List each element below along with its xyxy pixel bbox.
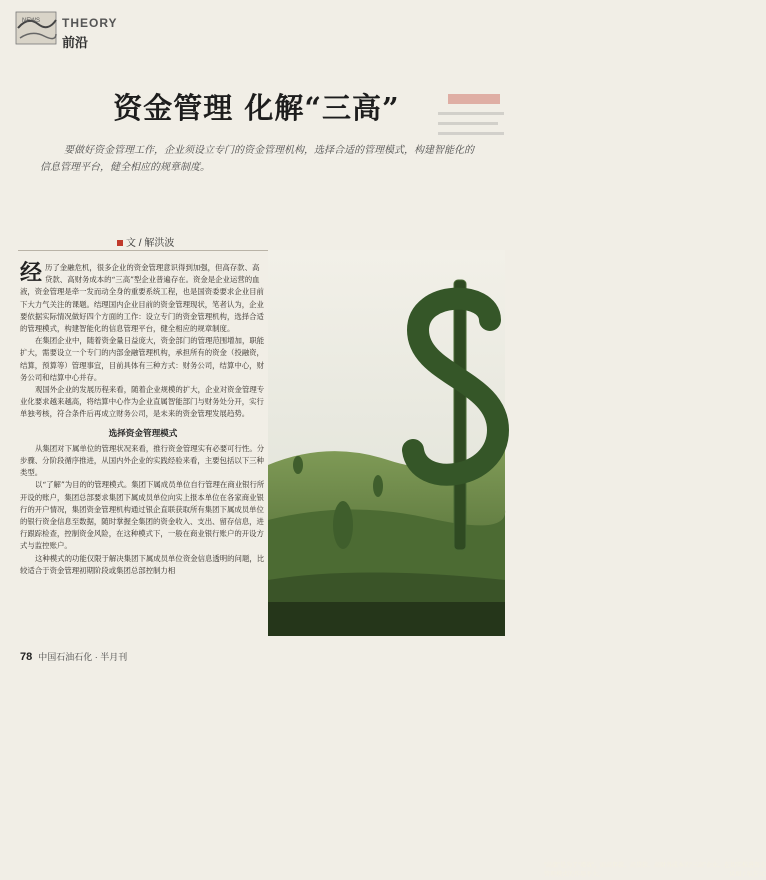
magazine-name: 中国石油石化 · 半月刊: [38, 652, 128, 662]
paragraph: 这种模式的功能仅限于解决集团下属成员单位资金信息透明的问题，比较适合于资金管理初期阶段或集团总部控制力相: [20, 553, 265, 575]
paragraph: 经历了金融危机，很多企业的资金管理意识得到加强，但高存款、高贷款、高财务成本的“三高”型企业普遍存在。资金是企业运营的血液，资金管理是牵一发而动全身的重要系统工程，也是国资委要求企业目前下大力气关注的课题。结理国内企业目前的资金管理现状，笔者认为，企业要依据实际情况做好四个方面的工作：设立专门的资金管理机构，选择合适的管理模式，构建智能化的信息管理平台，健全相应的规章制度。: [20, 260, 264, 334]
red-square-icon: [117, 240, 123, 246]
author: 文 / 解洪波: [126, 238, 175, 249]
section-label-en: THEORY: [62, 16, 118, 30]
drop-cap: 经: [20, 260, 43, 286]
section-heading: 选择资金管理模式: [108, 427, 178, 438]
section-label-cn: 前沿: [62, 36, 89, 51]
article-body: [20, 262, 266, 577]
money-tree-photo: [268, 250, 766, 878]
paragraph: 从集团对下属单位的管理状况来看，推行资金管理实有必要可行性。分步骤、分阶段循序推进，从国内外企业的实践经验来看，主要包括以下三种类型。: [20, 443, 265, 478]
paragraph: 以“了解”为目的的管理模式。集团下属成员单位自行管理在商业银行所开设的账户，集团总部要求集团下属成员单位向实上报本单位在各家商业银行的开户情况，集团资金管理机构通过银企直联获取所有集团下属成员单位的银行资金信息至数据，随时掌握全集团的资金收入、支出、留存信息，进行跟踪检查，控制资金风险，在这种模式下，一般在商业银行账户的开设方式与监控账户。: [20, 480, 265, 551]
svg-text:NEWS: NEWS: [22, 18, 40, 24]
page-number: 78: [20, 651, 33, 663]
article-title: 资金管理 化解“三高”: [113, 91, 400, 125]
newsprint-icon: [14, 8, 60, 48]
section-header: [14, 8, 118, 51]
photo-caption: “高储”是为了“增效”，而高存款、高贷款、高财务成本的“三高”企业，在切实推进资金管理模式的作用不大。 供图 / 东方 IC: [544, 863, 766, 878]
byline: [117, 234, 174, 249]
footer: [20, 650, 127, 663]
article-intro: 要做好资金管理工作，企业须设立专门的资金管理机构，选择合适的管理模式，构建智能化的信息管理平台，健全相应的规章制度。: [40, 145, 474, 173]
photo-credit: 供图 / 东方 IC: [729, 872, 766, 878]
paragraph: 在集团企业中，随着资金量日益庞大，资金部门的管理范围增加，职能扩大，需要设立一个专门的内部金融管理机构，承担所有的资金（投融资，结算，预算等）管理事宜，目前具体有三种方式：财务公司，结算中心，财务公司和结算中心并存。: [20, 336, 265, 382]
paragraph: 观国外企业的发展历程来看，随着企业规模的扩大，企业对资金管理专业化要求越来越高，将结算中心作为企业直属智能部门与财务处分开，实行单独考核，符合条件后再成立财务公司，是未来的资金管理发展趋势。: [20, 385, 265, 419]
divider: [18, 250, 268, 251]
